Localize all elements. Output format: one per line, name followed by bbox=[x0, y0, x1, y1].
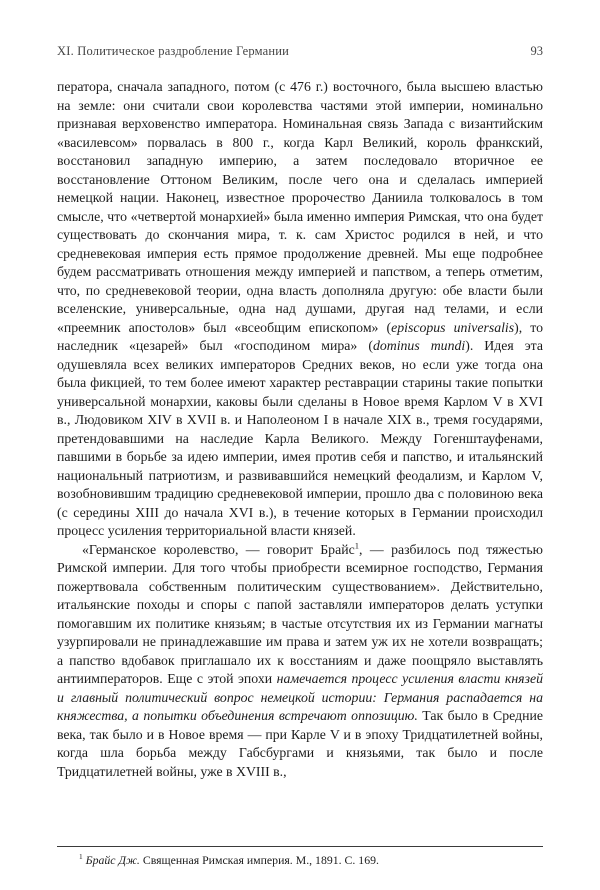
page-number: 93 bbox=[530, 44, 543, 58]
footnote-reference: 1 bbox=[354, 539, 359, 550]
text-segment: намечается процесс усиления власти князей и главный политический вопрос немецкой истории: Германия распадается на княжества, а попытки объединения встречают оппозицию. bbox=[57, 671, 543, 723]
page-header bbox=[57, 44, 543, 59]
text-segment: Священная Римская империя. М., 1891. С. 169. bbox=[139, 853, 379, 867]
body-text bbox=[57, 78, 543, 832]
paragraph bbox=[57, 78, 543, 541]
text-segment: ператора, сначала западного, потом (с 476 г.) восточного, была высшею властью на земле: они считали свои королевства частями этой империи, номинально признавая верховенство императора. Номинальная связь Запада с византийским «василевсом» порвалась в 800 г., когда Карл Великий, король франкский, восстановил западную империю, а затем последовало вторичное ее восстановление Оттоном Великим, после чего она и сделалась империей немецкой нации. Наконец, известное пророчество Даниила толковалось в том смысле, что «четвертой монархией» была именно империя Римская, что она будет существовать до скончания мира, т. к. сам Христос родился в ней, и что средневековая империя есть прямое продолжение древней. Мы еще подробнее будем рассматривать отношения между империей и папством, а теперь отметим, что, по средневековой теории, одна власть дополняла другую: обе власти были вселенские, универсальные, одна над душами, другая над телами, и если «преемник апостолов» был «всеобщим епископом» ( bbox=[57, 79, 543, 335]
text-segment: Так было в Средние века, так было и в Новое время — при Карле V и в эпоху Тридцатилетней войны, когда шла борьба между Габсбургами и князьями, так было и после Тридцатилетней войны, уже в XVIII в., bbox=[57, 708, 543, 779]
footnote-divider bbox=[57, 846, 543, 847]
text-segment: «Германское королевство, — говорит Брайс bbox=[82, 541, 355, 557]
footnote bbox=[57, 846, 543, 868]
footnote-reference: 1 bbox=[79, 852, 83, 862]
paragraph bbox=[57, 541, 543, 782]
text-segment: , — разбилось под тяжестью Римской империи. Для того чтобы приобрести всемирное господство, Германия пожертвовала собственным политическим существованием». Действительно, итальянские походы и споры с папой заставляли императоров делать уступки помогавшим их политике князьям; в частые отсутствия их из Германии магнаты узурпировали не принадлежавшие им права и затем уж их не хотели возвращать; а папство вдобавок приглашало их к восстаниям и даже поощряло выставлять антиимператоров. Еще с этой эпохи bbox=[57, 541, 543, 686]
text-segment: ). Идея эта одушевляла всех великих императоров Средних веков, но если уже тогда она была фикцией, то тем более имеют характер реставрации старины такие попытки универсальной монархии, каковы были сделаны в Новое время Карлом V в XVI в., Людовиком XIV в XVII в. и Наполеоном I в начале XIX в., тремя государями, претендовавшими на наследие Карла Великого. Между Гогенштауфенами, павшими в борьбе за идею империи, имея против себя и папство, и итальянский национальный патриотизм, и развивавшийся немецкий феодализм, и Карлом V, возобновившим традицию средневековой империи, прошло два с половиною века (с середины XIII до начала XVI в.), в течение которых в Германии происходил процесс усиления территориальной власти князей. bbox=[57, 338, 543, 538]
text-segment: ), то наследник «цезарей» был «господином мира» ( bbox=[57, 319, 543, 353]
text-segment: dominus mundi bbox=[372, 338, 466, 353]
text-segment: episcopus universalis bbox=[391, 319, 515, 335]
footnote-text bbox=[57, 853, 543, 868]
running-title: XI. Политическое раздробление Германии bbox=[57, 44, 290, 58]
text-segment: Брайс Дж. bbox=[85, 853, 140, 867]
